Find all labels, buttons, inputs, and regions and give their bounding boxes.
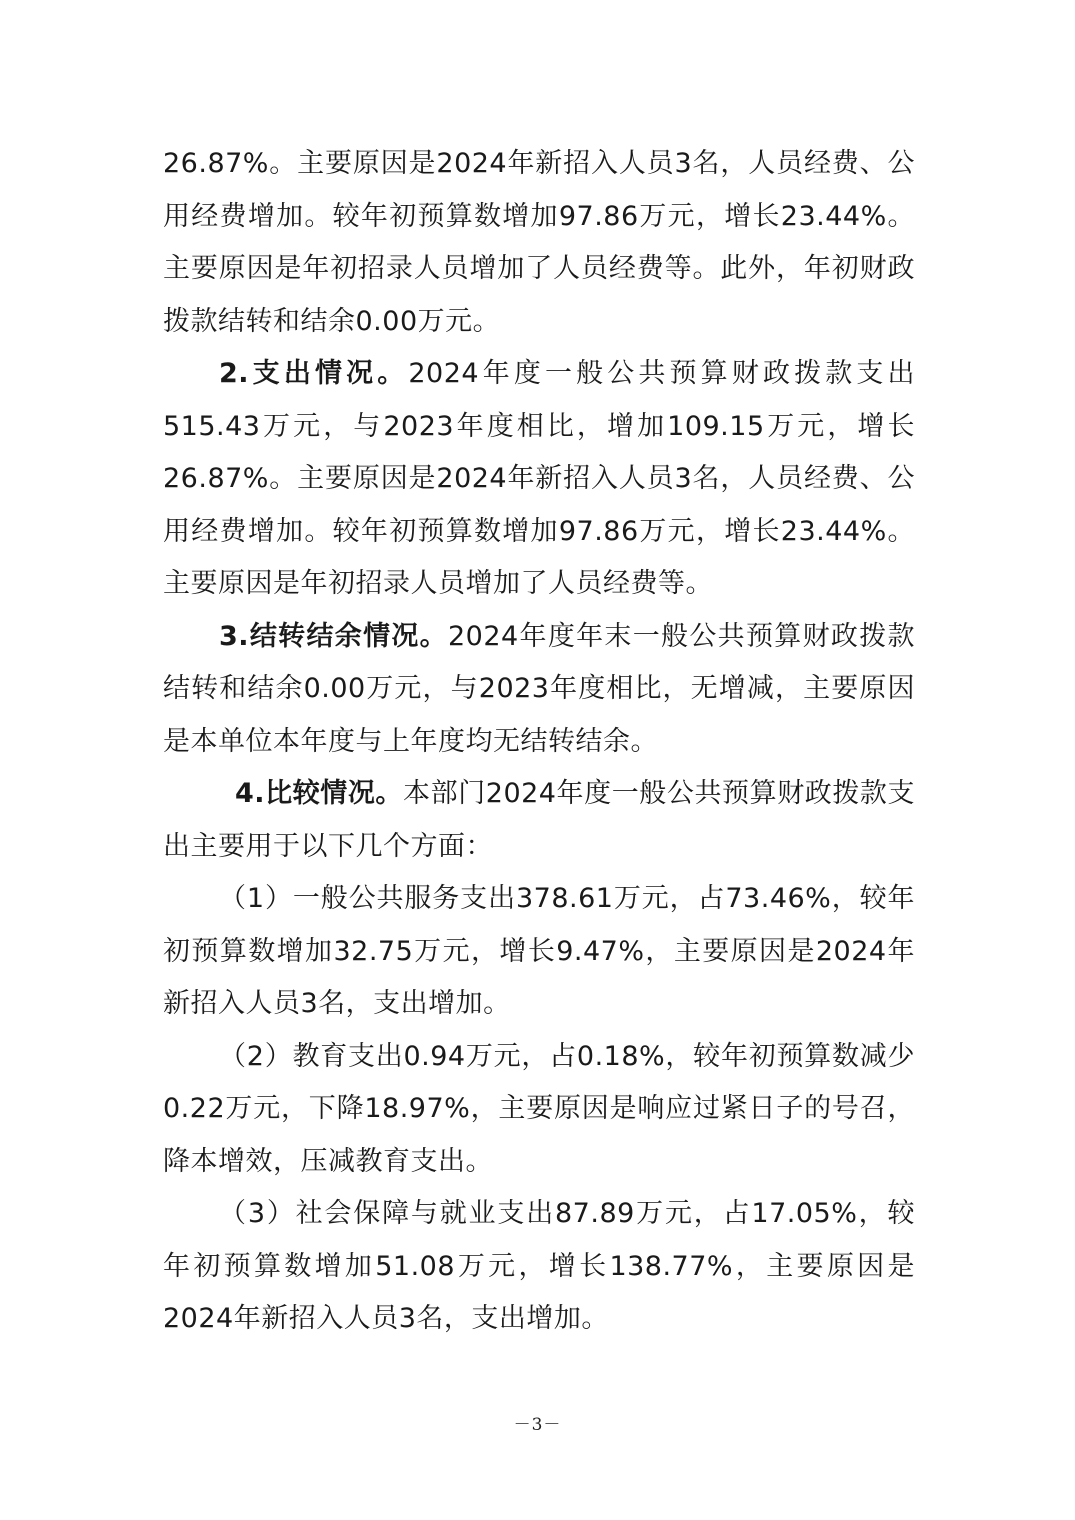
section-heading-carryover: 3.结转结余情况。 <box>219 620 448 652</box>
paragraph-text: 2024年度一般公共预算财政拨款支出515.43万元，与2023年度相比，增加109.15万元，增长26.87%。主要原因是2024年新招入人员3名，人员经费、公用经费增加。较年初预算数增加97.86万元，增长23.44%。主要原因是年初招录人员增加了人员经费等。 <box>163 358 916 599</box>
paragraph-expenditure <box>163 348 915 611</box>
paragraph-text: 2024年度年末一般公共预算财政拨款结转和结余0.00万元，与2023年度相比，无增减，主要原因是本单位本年度与上年度均无结转结余。 <box>163 620 915 757</box>
paragraph-comparison <box>163 768 915 873</box>
paragraph-text: 26.87%。主要原因是2024年新招入人员3名，人员经费、公用经费增加。较年初预算数增加97.86万元，增长23.44%。主要原因是年初招录人员增加了人员经费等。此外，年初财政拨款结转和结余0.00万元。 <box>163 148 915 337</box>
list-item-general-services <box>163 873 915 1031</box>
paragraph-text: （2）教育支出0.94万元，占0.18%，较年初预算数减少0.22万元，下降18.97%，主要原因是响应过紧日子的号召，降本增效，压减教育支出。 <box>163 1040 915 1177</box>
page-number: －3－ <box>513 1415 562 1435</box>
paragraph-text: （1）一般公共服务支出378.61万元，占73.46%，较年初预算数增加32.75万元，增长9.47%，主要原因是2024年新招入人员3名，支出增加。 <box>163 883 915 1019</box>
document-body <box>163 138 915 1346</box>
paragraph-continuation <box>163 138 915 348</box>
section-heading-expenditure: 2.支出情况。 <box>219 358 409 389</box>
list-item-education <box>163 1031 915 1189</box>
section-heading-comparison: 4.比较情况。 <box>235 778 404 809</box>
paragraph-carryover <box>163 611 915 769</box>
list-item-social-security <box>163 1188 915 1346</box>
paragraph-text: 本部门2024年度一般公共预算财政拨款支出主要用于以下几个方面： <box>163 778 916 862</box>
paragraph-text: （3）社会保障与就业支出87.89万元，占17.05%，较年初预算数增加51.08万元，增长138.77%，主要原因是2024年新招入人员3名，支出增加。 <box>163 1198 915 1334</box>
